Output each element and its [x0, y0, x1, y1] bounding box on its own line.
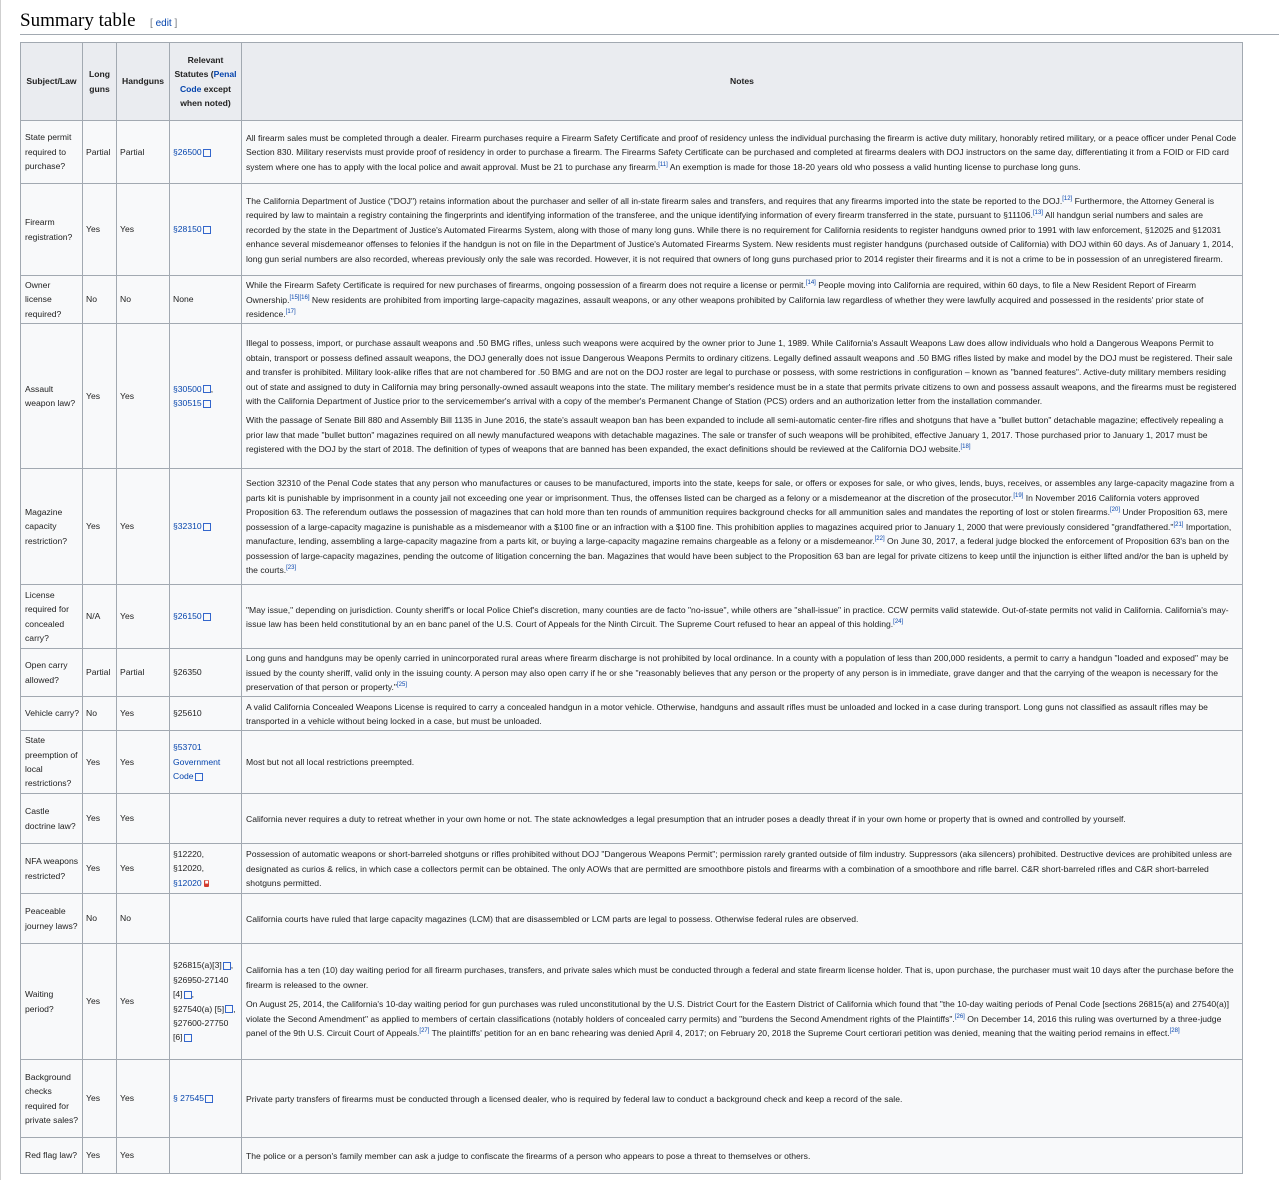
- external-link-icon: [195, 773, 203, 781]
- header-long-guns: Long guns: [83, 43, 117, 121]
- statute-link[interactable]: §26150: [173, 611, 202, 622]
- row-handguns: Yes: [117, 731, 170, 794]
- table-row: [21, 184, 1243, 276]
- citation-ref[interactable]: [22]: [874, 536, 885, 543]
- row-long-guns: Yes: [83, 794, 117, 844]
- statute-link[interactable]: §27600-27750 [6]: [173, 1017, 229, 1043]
- row-long-guns: Yes: [83, 324, 117, 469]
- row-statutes: [170, 1060, 242, 1138]
- external-link-icon: [203, 149, 211, 157]
- edit-bracket-close: ]: [174, 18, 178, 29]
- notes-paragraph: "May issue," depending on jurisdiction. County sheriff's or local Police Chief's discretion, many counties are de facto "no-issue", while others are "shall-issue" in practice. CCW permits valid statewide. Out-of-state permits not valid in California. California's may-issue law has been held constitutional by an en banc panel of the U.S. Court of Appeals for the Ninth Circuit. The Supreme Court refused to hear an appeal of this holding.[24]: [246, 604, 1229, 629]
- row-notes: [242, 844, 1243, 894]
- citation-ref[interactable]: [18]: [960, 444, 971, 451]
- row-subject: Firearm registration?: [21, 184, 83, 276]
- statute-link[interactable]: §30500: [173, 383, 202, 394]
- row-long-guns: No: [83, 697, 117, 731]
- table-row: [21, 469, 1243, 585]
- notes-paragraph: All firearm sales must be completed through a dealer. Firearm purchases require a Firearm Safety Certificate and proof of residency unless the individual purchasing the firearm is active duty military, honorably retired military, or a peace officer under Penal Code Section 830. Military reservists must provide proof of residency in order to purchase a firearm. The Firearms Safety Certificate can be purchased and completed at firearms dealers with DOJ instructors on the same day, differentiating it from a FOID or FID card system where one has to apply with the local police and await approval. Must be 21 to purchase any firearm.[11] An exemption is made for those 18-20 years old who possess a valid hunting license to purchase long guns.: [246, 132, 1237, 172]
- row-long-guns: Yes: [83, 1138, 117, 1174]
- row-subject: Background checks required for private sales?: [21, 1060, 83, 1138]
- row-long-guns: No: [83, 894, 117, 944]
- row-long-guns: Partial: [83, 121, 117, 184]
- row-handguns: Yes: [117, 324, 170, 469]
- header-statutes-pre: Relevant Statutes (: [174, 55, 224, 80]
- table-row: [21, 697, 1243, 731]
- row-notes: [242, 731, 1243, 794]
- row-notes: [242, 1060, 1243, 1138]
- statute-link[interactable]: §30515: [173, 398, 202, 408]
- external-link-icon: [184, 1034, 192, 1042]
- statute-link[interactable]: §26500: [173, 146, 202, 157]
- row-long-guns: Yes: [83, 844, 117, 894]
- row-handguns: Yes: [117, 794, 170, 844]
- citation-ref[interactable]: [12]: [1062, 196, 1073, 203]
- table-row: [21, 585, 1243, 649]
- row-statutes: [170, 894, 242, 944]
- row-long-guns: Yes: [83, 731, 117, 794]
- row-subject: Magazine capacity restriction?: [21, 469, 83, 585]
- row-long-guns: N/A: [83, 585, 117, 649]
- citation-ref[interactable]: [13]: [1032, 210, 1043, 217]
- notes-paragraph: A valid California Concealed Weapons License is required to carry a concealed handgun in a motor vehicle. Otherwise, handguns and assault rifles must be unloaded and locked in a case during transport. Long guns not classified as assault rifles may be transported in a vehicle without being locked in a case, but must be unloaded.: [246, 701, 1208, 726]
- row-notes: [242, 324, 1243, 469]
- notes-paragraph: Illegal to possess, import, or purchase assault weapons and .50 BMG rifles, unless such weapons were acquired by the owner prior to June 1, 1989. While California's Assault Weapons Law does allow individuals who hold a Dangerous Weapons Permit to obtain, transport or possess defined assault weapons, the DOJ generally does not issue Dangerous Weapons Permits to ordinary citizens. Legally defined assault weapons and .50 BMG rifles listed by make and model by the DOJ must be registered. Their sale and transfer is prohibited. Military look-alike rifles that are not chambered for .50 BMG and are not on the DOJ roster are legal to purchase or possess, with some restrictions in configuration – known as "banned features". Active-duty military members residing out of state and assigned to duty in California may bring personally-owned assault weapons into the state. The military member's residence must be in a state that permits private citizens to own and possess assault weapons, and the firearms must be registered with the California Department of Justice prior to the servicemember's arrival with a copy of the member's Permanent Change of Station (PCS) orders and an authorization letter from the installation commander.: [246, 338, 1237, 406]
- table-row: [21, 1138, 1243, 1174]
- statute-link[interactable]: §53701 Government Code: [173, 742, 221, 782]
- row-notes: [242, 697, 1243, 731]
- citation-ref[interactable]: [28]: [1169, 1028, 1180, 1035]
- statute-link[interactable]: §26815(a)[3]: [173, 960, 222, 971]
- notes-paragraph: On August 25, 2014, the California's 10-day waiting period for gun purchases was ruled unconstitutional by the U.S. District Court for the Eastern District of California which found that "the 10-day waiting periods of Penal Code [sections 26815(a) and 27540(a)] violate the Second Amendment" as applied to members of certain classifications (notably holders of concealed carry permits) and "burdens the Second Amendment rights of the Plaintiffs".[26] On December 14, 2016 this ruling was overturned by a three-judge panel of the 9th U.S. Circuit Court of Appeals.[27] The plaintiffs' petition for an en banc rehearing was denied April 4, 2017; on February 20, 2018 the Supreme Court certiorari petition was denied, meaning that the waiting period remains in effect.[28]: [246, 999, 1230, 1039]
- notes-paragraph: Long guns and handguns may be openly carried in unincorporated rural areas where firearm discharge is not prohibited by local ordinance. In a county with a population of less than 200,000 residents, a permit to carry a handgun "loaded and exposed" may be issued by the county sheriff, valid only in the issuing county. A person may also open carry if he or she "reasonably believes that any person or the property of any person is in immediate, grave danger and that the carrying of the weapon is necessary for the preservation of that person or property."[25]: [246, 653, 1229, 693]
- row-handguns: Yes: [117, 844, 170, 894]
- section-title: Summary table: [20, 10, 136, 31]
- row-long-guns: Yes: [83, 944, 117, 1060]
- row-statutes: §30500 , §30515: [170, 324, 242, 469]
- notes-paragraph: California courts have ruled that large capacity magazines (LCM) that are disassembled or LCM parts are legal to possess. Otherwise federal rules are observed.: [246, 913, 859, 924]
- row-handguns: No: [117, 276, 170, 324]
- row-statutes: §26815(a)[3] , §26950-27140 [4] , §27540(a) [5] , §27600-27750 [6]: [170, 944, 242, 1060]
- header-handguns: Handguns: [117, 43, 170, 121]
- notes-paragraph: Section 32310 of the Penal Code states that any person who manufactures or causes to be manufactured, imports into the state, keeps for sale, or offers or exposes for sale, or who gives, lends, buys, receives, or assembles any large-capacity magazine from a parts kit is punishable by imprisonment in a county jail not exceeding one year or imprisonment. Thus, the offenses listed can be charged as a felony or a misdemeanor at the discretion of the prosecutor.[19] In November 2016 California voters approved Proposition 63. The referendum outlaws the possession of magazines that can hold more than ten rounds of ammunition requires background checks for all ammunition sales and mandates the reporting of lost or stolen firearms.[20] Under Proposition 63, mere possession of a large-capacity magazine is punishable as a misdemeanor with a $100 fine or an infraction with a $100 fine. This prohibition applies to magazines acquired prior to January 1, 2000 that were previously considered "grandfathered."[21] Importation, manufacture, lending, assembling a large-capacity magazine from a parts kit, or buying a large-capacity magazine remains chargeable as a felony or a misdemeanor.[22] On June 30, 2017, a federal judge blocked the enforcement of Proposition 63's ban on the possession of large-capacity magazines, pending the outcome of litigation concerning the ban. Magazines that would have been subject to the Proposition 63 ban are legal for private citizens to keep until the injunction is either lifted and/or the ban is upheld by the courts.[23]: [246, 478, 1235, 576]
- citation-ref[interactable]: [16]: [299, 294, 310, 301]
- citation-ref[interactable]: [11]: [658, 161, 668, 168]
- external-link-icon: [205, 1095, 213, 1103]
- notes-paragraph: Possession of automatic weapons or short-barreled shotguns or rifles prohibited without DOJ "Dangerous Weapons Permit"; permission rarely granted outside of film industry. Suppressors (aka silencers) prohibited. Destructive devices are prohibited unless are designated as curios & relics, in which case a collectors permit can be obtained. The only AOWs that are permitted are smoothbore pistols and firearms with a combination of a smoothbore and rifle barrel. C&R short-barreled rifles and C&R short-barreled shotguns permitted.: [246, 849, 1232, 889]
- row-long-guns: Yes: [83, 1060, 117, 1138]
- table-header-row: [21, 43, 1243, 121]
- row-notes: [242, 944, 1243, 1060]
- external-link-icon: [184, 991, 192, 999]
- header-subject: Subject/Law: [21, 43, 83, 121]
- row-long-guns: Yes: [83, 469, 117, 585]
- pdf-icon: ■: [204, 879, 209, 886]
- row-notes: [242, 276, 1243, 324]
- row-statutes: §26350: [170, 649, 242, 697]
- citation-ref[interactable]: [26]: [954, 1013, 965, 1020]
- header-notes: Notes: [242, 43, 1243, 121]
- row-subject: License required for concealed carry?: [21, 585, 83, 649]
- row-notes: [242, 1138, 1243, 1174]
- edit-section: [150, 18, 177, 29]
- table-row: [21, 649, 1243, 697]
- edit-link[interactable]: edit: [155, 18, 172, 29]
- external-link-icon: [225, 1005, 233, 1013]
- row-statutes: None: [170, 276, 242, 324]
- row-handguns: Yes: [117, 1060, 170, 1138]
- statute-link[interactable]: §27540(a) [5]: [173, 1003, 225, 1014]
- notes-paragraph: Private party transfers of firearms must be conducted through a licensed dealer, who is required by federal law to conduct a background check and keep a record of the sale.: [246, 1093, 903, 1104]
- table-row: [21, 324, 1243, 469]
- table-row: [21, 844, 1243, 894]
- row-notes: [242, 184, 1243, 276]
- statute-text: §12220,: [173, 848, 205, 859]
- table-row: [21, 794, 1243, 844]
- section-heading: [20, 10, 1279, 35]
- table-row: [21, 731, 1243, 794]
- row-handguns: Yes: [117, 1138, 170, 1174]
- citation-ref[interactable]: [27]: [419, 1028, 430, 1035]
- row-statutes: [170, 1138, 242, 1174]
- row-subject: Red flag law?: [21, 1138, 83, 1174]
- table-row: [21, 1060, 1243, 1138]
- external-link-icon: [203, 523, 211, 531]
- citation-ref[interactable]: [15]: [289, 294, 300, 301]
- row-long-guns: No: [83, 276, 117, 324]
- notes-paragraph: The California Department of Justice ("DOJ") retains information about the purchaser and seller of all in-state firearm sales and transfers, and requires that any firearms imported into the state be reported to the DOJ.[12] Furthermore, the Attorney General is required by law to maintain a registry containing the fingerprints and identifying information of the transferee, and the unique identifying information of every firearm transferred in the state, pursuant to §11106.[13] All handgun serial numbers and sales are recorded by the state in the Department of Justice's Automated Firearms System, along with those of many long guns. While there is no requirement for California residents to register handguns owned prior to 1991 with law enforcement, §12025 and §12031 enhance several misdemeanor offenses to felonies if the handgun is not on file in the Department of Justice's Automated Firearms System. New residents must register handguns (purchased outside of California) with DOJ within 60 days. As of January 1, 2014, long gun serial numbers are also recorded, whereas previously only the sale was recorded. However, it is not required that owners of long guns purchased prior to 2014 register their firearms and it is not a crime to be in possession of an unregistered firearm.: [246, 195, 1234, 264]
- row-handguns: Yes: [117, 697, 170, 731]
- header-statutes-post: except when noted): [180, 83, 232, 108]
- row-statutes: [170, 731, 242, 794]
- row-handguns: Yes: [117, 944, 170, 1060]
- row-handguns: Partial: [117, 649, 170, 697]
- row-subject: Vehicle carry?: [21, 697, 83, 731]
- row-statutes: [170, 184, 242, 276]
- row-notes: [242, 469, 1243, 585]
- notes-paragraph: Most but not all local restrictions preempted.: [246, 757, 415, 768]
- row-notes: [242, 121, 1243, 184]
- notes-paragraph: With the passage of Senate Bill 880 and Assembly Bill 1135 in June 2016, the state's assault weapon ban has been expanded to include all semi-automatic center-fire rifles and shotguns that have a "bullet button" detachable magazine; effectively repealing a prior law that made "bullet button" magazines required on all newly manufactured weapons with detachable magazines. The sale or transfer of such weapons will be prohibited, effective January 1, 2017. Those purchased prior to January 1, 2017 must be registered with the DOJ by the start of 2018. The definition of types of weapons that are banned has been expanded, the exact definitions should be reviewed at the California DOJ website.[18]: [246, 415, 1224, 455]
- row-subject: Assault weapon law?: [21, 324, 83, 469]
- statute-text: §12020,: [173, 863, 205, 874]
- statute-link[interactable]: §28150: [173, 224, 202, 235]
- citation-ref[interactable]: [17]: [285, 309, 296, 316]
- external-link-icon: [203, 400, 211, 408]
- notes-paragraph: While the Firearm Safety Certificate is required for new purchases of firearms, ongoing possession of a firearm does not require a license or permit.[14] People moving into California are required, within 60 days, to file a New Resident Report of Firearm Ownership.[15][16] New residents are prohibited from importing large-capacity magazines, assault weapons, or any other weapons prohibited by California law regardless of whether they were lawfully acquired and possessed in the residents' prior state of residence.[17]: [246, 280, 1204, 320]
- row-handguns: Yes: [117, 469, 170, 585]
- citation-ref[interactable]: [19]: [1013, 493, 1024, 500]
- table-body: [21, 121, 1243, 1174]
- row-notes: [242, 794, 1243, 844]
- notes-paragraph: California has a ten (10) day waiting period for all firearm purchases, transfers, and private sales which must be conducted through a federal and state firearm license holder. That is, upon purchase, the purchaser must wait 10 days after the purchase before the firearm is released to the owner.: [246, 965, 1234, 990]
- row-subject: State preemption of local restrictions?: [21, 731, 83, 794]
- row-handguns: Yes: [117, 184, 170, 276]
- row-handguns: Partial: [117, 121, 170, 184]
- table-row: [21, 944, 1243, 1060]
- row-statutes: [170, 121, 242, 184]
- row-subject: State permit required to purchase?: [21, 121, 83, 184]
- external-link-icon: [203, 226, 211, 234]
- row-subject: Castle doctrine law?: [21, 794, 83, 844]
- row-notes: [242, 585, 1243, 649]
- table-row: [21, 894, 1243, 944]
- row-statutes: [170, 585, 242, 649]
- statute-link[interactable]: § 27545: [173, 1093, 205, 1104]
- row-subject: NFA weapons restricted?: [21, 844, 83, 894]
- external-link-icon: [203, 385, 211, 393]
- row-statutes: [170, 469, 242, 585]
- row-subject: Owner license required?: [21, 276, 83, 324]
- table-row: [21, 276, 1243, 324]
- external-link-icon: [203, 613, 211, 621]
- statute-link[interactable]: §12020: [173, 877, 202, 888]
- left-border: [0, 0, 1, 1180]
- row-handguns: No: [117, 894, 170, 944]
- row-notes: [242, 649, 1243, 697]
- row-long-guns: Yes: [83, 184, 117, 276]
- penal-code-link[interactable]: Penal Code: [179, 69, 237, 94]
- header-statutes: [170, 43, 242, 121]
- citation-ref[interactable]: [24]: [893, 619, 904, 626]
- citation-ref[interactable]: [25]: [396, 682, 407, 689]
- row-subject: Waiting period?: [21, 944, 83, 1060]
- edit-bracket-open: [: [150, 18, 153, 29]
- citation-ref[interactable]: [20]: [1109, 507, 1120, 514]
- citation-ref[interactable]: [23]: [286, 565, 297, 572]
- notes-paragraph: The police or a person's family member can ask a judge to confiscate the firearms of a person who appears to pose a threat to themselves or others.: [246, 1150, 811, 1161]
- statute-link[interactable]: §32310: [173, 521, 202, 532]
- row-statutes: §25610: [170, 697, 242, 731]
- row-statutes: [170, 794, 242, 844]
- external-link-icon: [223, 962, 231, 970]
- row-handguns: Yes: [117, 585, 170, 649]
- statute-link[interactable]: §26950-27140 [4]: [173, 974, 229, 1000]
- table-row: [21, 121, 1243, 184]
- row-statutes: [170, 844, 242, 894]
- row-subject: Peaceable journey laws?: [21, 894, 83, 944]
- row-notes: [242, 894, 1243, 944]
- citation-ref[interactable]: [21]: [1173, 521, 1184, 528]
- summary-table: [20, 42, 1243, 1174]
- notes-paragraph: California never requires a duty to retreat whether in your own home or not. The state acknowledges a legal presumption that an intruder poses a deadly threat if in your own home or property that is owned and controlled by yourself.: [246, 813, 1126, 824]
- citation-ref[interactable]: [14]: [805, 280, 816, 287]
- row-subject: Open carry allowed?: [21, 649, 83, 697]
- row-long-guns: Partial: [83, 649, 117, 697]
